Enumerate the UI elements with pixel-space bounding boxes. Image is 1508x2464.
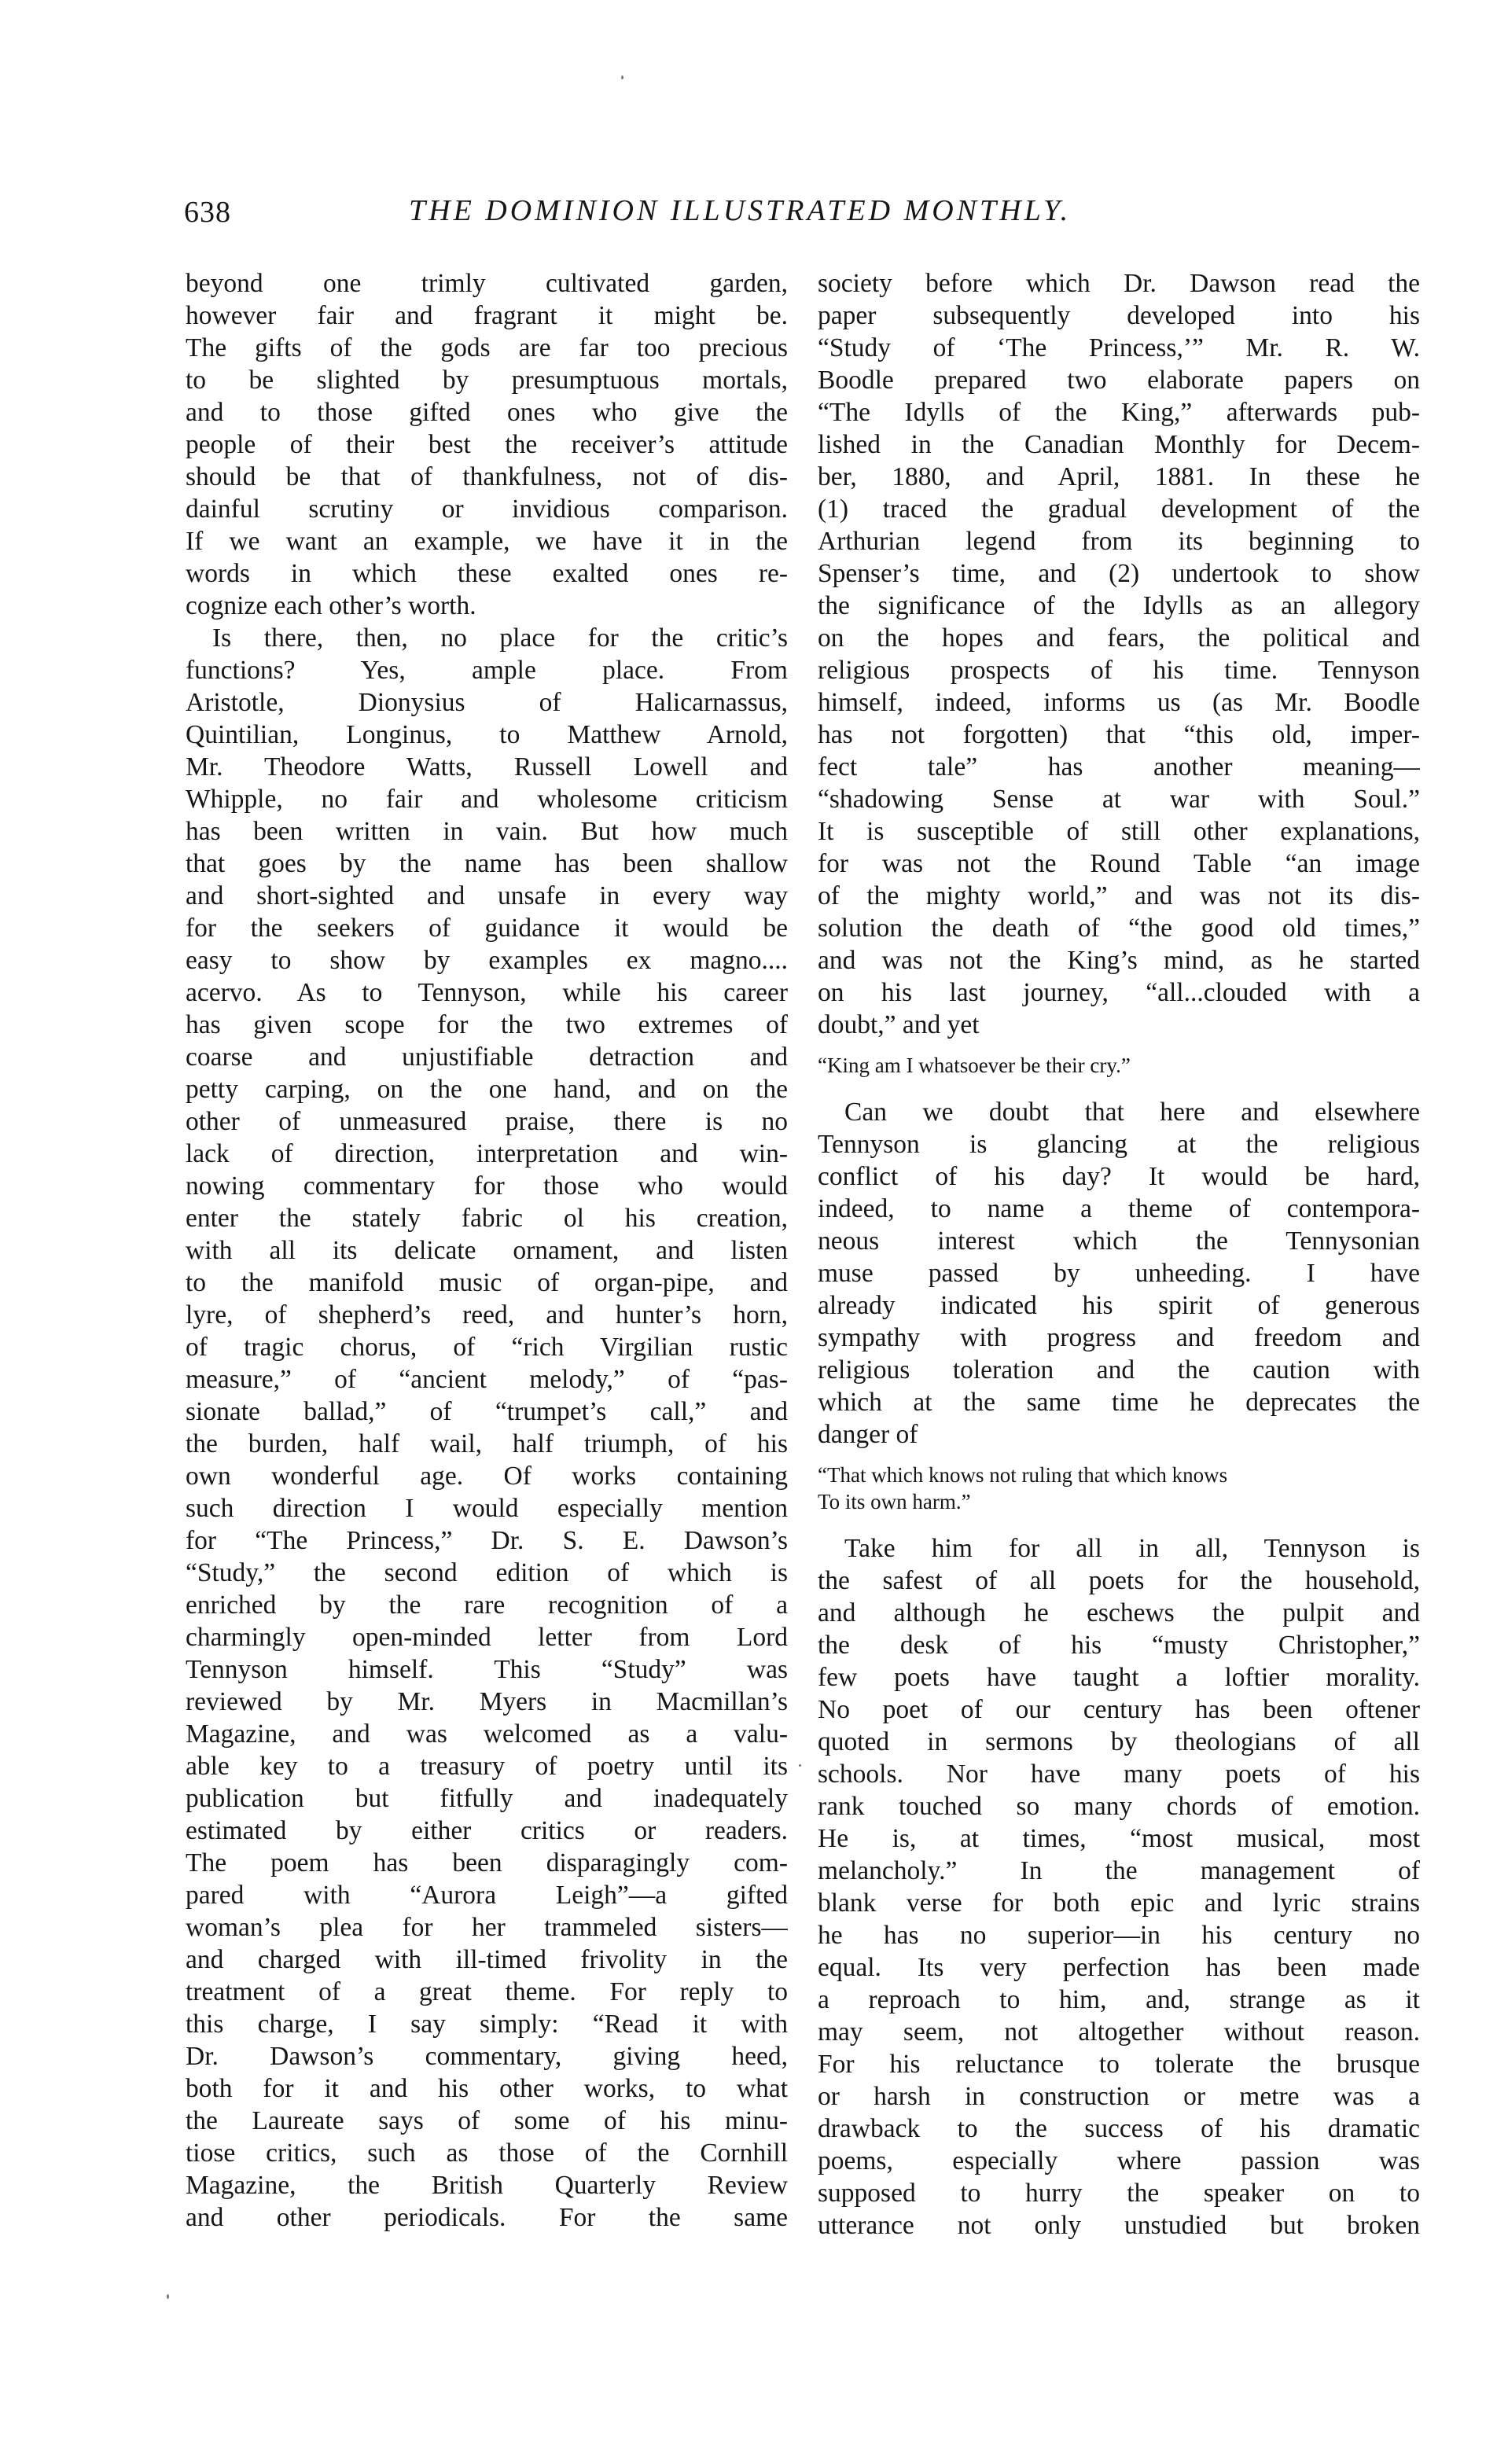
text-line: should be that of thankfulness, not of dis- — [186, 462, 788, 491]
text-line: He is, at times, “most musical, most — [818, 1824, 1420, 1853]
text-line: of the mighty world,” and was not its dis- — [818, 881, 1420, 910]
text-line: woman’s plea for her trammeled sisters— — [186, 1913, 788, 1942]
text-line: and charged with ill-timed frivolity in the — [186, 1945, 788, 1974]
text-line: estimated by either critics or readers. — [186, 1816, 788, 1845]
text-line: enriched by the rare recognition of a — [186, 1591, 788, 1620]
page-number: 638 — [184, 196, 231, 229]
text-line: Dr. Dawson’s commentary, giving heed, — [186, 2042, 788, 2071]
text-line: fect tale” has another meaning— — [818, 752, 1420, 781]
text-line: for “The Princess,” Dr. S. E. Dawson’s — [186, 1526, 788, 1555]
text-line: Whipple, no fair and wholesome criticism — [186, 785, 788, 814]
text-line: easy to show by examples ex magno.... — [186, 946, 788, 975]
text-line: Can we doubt that here and elsewhere — [844, 1098, 1420, 1127]
text-line: the Laureate says of some of his minu- — [186, 2106, 788, 2135]
text-line: has not forgotten) that “this old, imper- — [818, 720, 1420, 749]
text-line: supposed to hurry the speaker on to — [818, 2179, 1420, 2208]
text-line: the desk of his “musty Christopher,” — [818, 1631, 1420, 1660]
text-line: of tragic chorus, of “rich Virgilian rustic — [186, 1333, 788, 1362]
text-line: quoted in sermons by theologians of all — [818, 1727, 1420, 1756]
text-line: Arthurian legend from its beginning to — [818, 527, 1420, 556]
text-line: cognize each other’s worth. — [186, 591, 476, 620]
text-line: and to those gifted ones who give the — [186, 398, 788, 427]
text-line: petty carping, on the one hand, and on the — [186, 1075, 788, 1104]
text-line: poems, especially where passion was — [818, 2146, 1420, 2175]
text-line: Tennyson himself. This “Study” was — [186, 1655, 788, 1684]
text-line: “Study of ‘The Princess,’” Mr. R. W. — [818, 333, 1420, 362]
text-line: and although he eschews the pulpit and — [818, 1598, 1420, 1627]
text-line: neous interest which the Tennysonian — [818, 1226, 1420, 1256]
print-speck — [799, 1764, 801, 1767]
text-line: and short-sighted and unsafe in every way — [186, 881, 788, 910]
block-gap — [818, 1041, 1420, 1052]
text-line: enter the stately fabric ol his creation, — [186, 1204, 788, 1233]
text-line: to the manifold music of organ-pipe, and — [186, 1268, 788, 1297]
text-line: The gifts of the gods are far too precious — [186, 333, 788, 362]
text-line: a reproach to him, and, strange as it — [818, 1985, 1420, 2014]
text-line: on his last journey, “all...clouded with a — [818, 978, 1420, 1007]
text-line: Tennyson is glancing at the religious — [818, 1130, 1420, 1159]
block-gap — [818, 1515, 1420, 1532]
text-line: lack of direction, interpretation and win- — [186, 1139, 788, 1168]
text-line: Mr. Theodore Watts, Russell Lowell and — [186, 752, 788, 781]
text-line: tiose critics, such as those of the Cornhill — [186, 2139, 788, 2168]
text-line: acervo. As to Tennyson, while his career — [186, 978, 788, 1007]
text-line: Spenser’s time, and (2) undertook to show — [818, 559, 1420, 588]
right-column — [818, 267, 1420, 2242]
print-speck — [167, 2294, 169, 2299]
text-line: lyre, of shepherd’s reed, and hunter’s horn, — [186, 1300, 788, 1329]
text-line: pared with “Aurora Leigh”—a gifted — [186, 1881, 788, 1910]
text-line: for was not the Round Table “an image — [818, 849, 1420, 878]
text-line: measure,” of “ancient melody,” of “pas- — [186, 1365, 788, 1394]
text-line: treatment of a great theme. For reply to — [186, 1977, 788, 2006]
text-line: for the seekers of guidance it would be — [186, 914, 788, 943]
text-line: to be slighted by presumptuous mortals, — [186, 366, 788, 395]
text-line: sympathy with progress and freedom and — [818, 1323, 1420, 1352]
text-line: Is there, then, no place for the critic’s — [212, 623, 788, 653]
text-line: doubt,” and yet — [818, 1010, 980, 1039]
block-gap — [818, 1079, 1420, 1096]
text-line: reviewed by Mr. Myers in Macmillan’s — [186, 1687, 788, 1716]
text-line: or harsh in construction or metre was a — [818, 2082, 1420, 2111]
text-line: (1) traced the gradual development of the — [818, 495, 1420, 524]
text-line: the safest of all poets for the household, — [818, 1566, 1420, 1595]
text-line: Magazine, the British Quarterly Review — [186, 2171, 788, 2200]
text-line: already indicated his spirit of generous — [818, 1291, 1420, 1320]
text-line: has given scope for the two extremes of — [186, 1010, 788, 1039]
text-line: however fair and fragrant it might be. — [186, 301, 788, 330]
text-line: the significance of the Idylls as an allegory — [818, 591, 1420, 620]
text-line: It is susceptible of still other explanations, — [818, 817, 1420, 846]
text-line: on the hopes and fears, the political and — [818, 623, 1420, 653]
text-line: For his reluctance to tolerate the brusque — [818, 2050, 1420, 2079]
text-line: people of their best the receiver’s attitude — [186, 430, 788, 459]
text-line: ber, 1880, and April, 1881. In these he — [818, 462, 1420, 491]
quoted-verse-line: To its own harm.” — [818, 1490, 971, 1513]
text-line: The poem has been disparagingly com- — [186, 1848, 788, 1877]
text-line: rank touched so many chords of emotion. — [818, 1792, 1420, 1821]
text-line: and other periodicals. For the same — [186, 2203, 788, 2232]
text-line: own wonderful age. Of works containing — [186, 1462, 788, 1491]
text-line: which at the same time he deprecates the — [818, 1388, 1420, 1417]
text-line: himself, indeed, informs us (as Mr. Boodle — [818, 688, 1420, 717]
text-line: Aristotle, Dionysius of Halicarnassus, — [186, 688, 788, 717]
text-line: “shadowing Sense at war with Soul.” — [818, 785, 1420, 814]
text-line: few poets have taught a loftier morality. — [818, 1663, 1420, 1692]
text-line: has been written in vain. But how much — [186, 817, 788, 846]
text-line: other of unmeasured praise, there is no — [186, 1107, 788, 1136]
text-line: Take him for all in all, Tennyson is — [844, 1534, 1420, 1563]
text-line: that goes by the name has been shallow — [186, 849, 788, 878]
text-line: both for it and his other works, to what — [186, 2074, 788, 2103]
text-line: and was not the King’s mind, as he started — [818, 946, 1420, 975]
text-line: dainful scrutiny or invidious comparison. — [186, 495, 788, 524]
left-column — [186, 267, 788, 2234]
text-line: solution the death of “the good old times,” — [818, 914, 1420, 943]
text-line: Quintilian, Longinus, to Matthew Arnold, — [186, 720, 788, 749]
text-line: charmingly open-minded letter from Lord — [186, 1623, 788, 1652]
text-line: utterance not only unstudied but broken — [818, 2211, 1420, 2240]
text-line: blank verse for both epic and lyric strains — [818, 1888, 1420, 1918]
text-line: such direction I would especially mention — [186, 1494, 788, 1523]
text-line: No poet of our century has been oftener — [818, 1695, 1420, 1724]
text-line: religious prospects of his time. Tennyson — [818, 656, 1420, 685]
text-line: schools. Nor have many poets of his — [818, 1760, 1420, 1789]
text-line: the burden, half wail, half triumph, of his — [186, 1429, 788, 1458]
text-line: coarse and unjustifiable detraction and — [186, 1043, 788, 1072]
text-line: conflict of his day? It would be hard, — [818, 1162, 1420, 1191]
text-line: lished in the Canadian Monthly for Decem- — [818, 430, 1420, 459]
text-line: with all its delicate ornament, and listen — [186, 1236, 788, 1265]
text-line: sionate ballad,” of “trumpet’s call,” and — [186, 1397, 788, 1426]
text-line: may seem, not altogether without reason. — [818, 2017, 1420, 2047]
text-line: “Study,” the second edition of which is — [186, 1558, 788, 1587]
quoted-verse-line: “That which knows not ruling that which knows — [818, 1463, 1228, 1487]
text-line: able key to a treasury of poetry until its — [186, 1752, 788, 1781]
text-line: equal. Its very perfection has been made — [818, 1953, 1420, 1982]
text-line: functions? Yes, ample place. From — [186, 656, 788, 685]
text-line: religious toleration and the caution with — [818, 1355, 1420, 1385]
text-line: beyond one trimly cultivated garden, — [186, 269, 788, 298]
text-line: “The Idylls of the King,” afterwards pub- — [818, 398, 1420, 427]
block-gap — [818, 1451, 1420, 1462]
text-line: drawback to the success of his dramatic — [818, 2114, 1420, 2143]
text-line: indeed, to name a theme of contempora- — [818, 1194, 1420, 1223]
running-title: THE DOMINION ILLUSTRATED MONTHLY. — [409, 194, 1072, 227]
text-line: melancholy.” In the management of — [818, 1856, 1420, 1885]
text-line: he has no superior—in his century no — [818, 1921, 1420, 1950]
text-line: society before which Dr. Dawson read the — [818, 269, 1420, 298]
text-line: paper subsequently developed into his — [818, 301, 1420, 330]
text-line: this charge, I say simply: “Read it with — [186, 2010, 788, 2039]
text-line: publication but fitfully and inadequately — [186, 1784, 788, 1813]
text-line: danger of — [818, 1420, 918, 1449]
text-line: Magazine, and was welcomed as a valu- — [186, 1719, 788, 1749]
text-line: If we want an example, we have it in the — [186, 527, 788, 556]
text-line: Boodle prepared two elaborate papers on — [818, 366, 1420, 395]
text-line: muse passed by unheeding. I have — [818, 1259, 1420, 1288]
text-line: words in which these exalted ones re- — [186, 559, 788, 588]
text-line: nowing commentary for those who would — [186, 1171, 788, 1201]
quoted-verse-line: “King am I whatsoever be their cry.” — [818, 1054, 1131, 1077]
print-speck — [621, 75, 623, 79]
